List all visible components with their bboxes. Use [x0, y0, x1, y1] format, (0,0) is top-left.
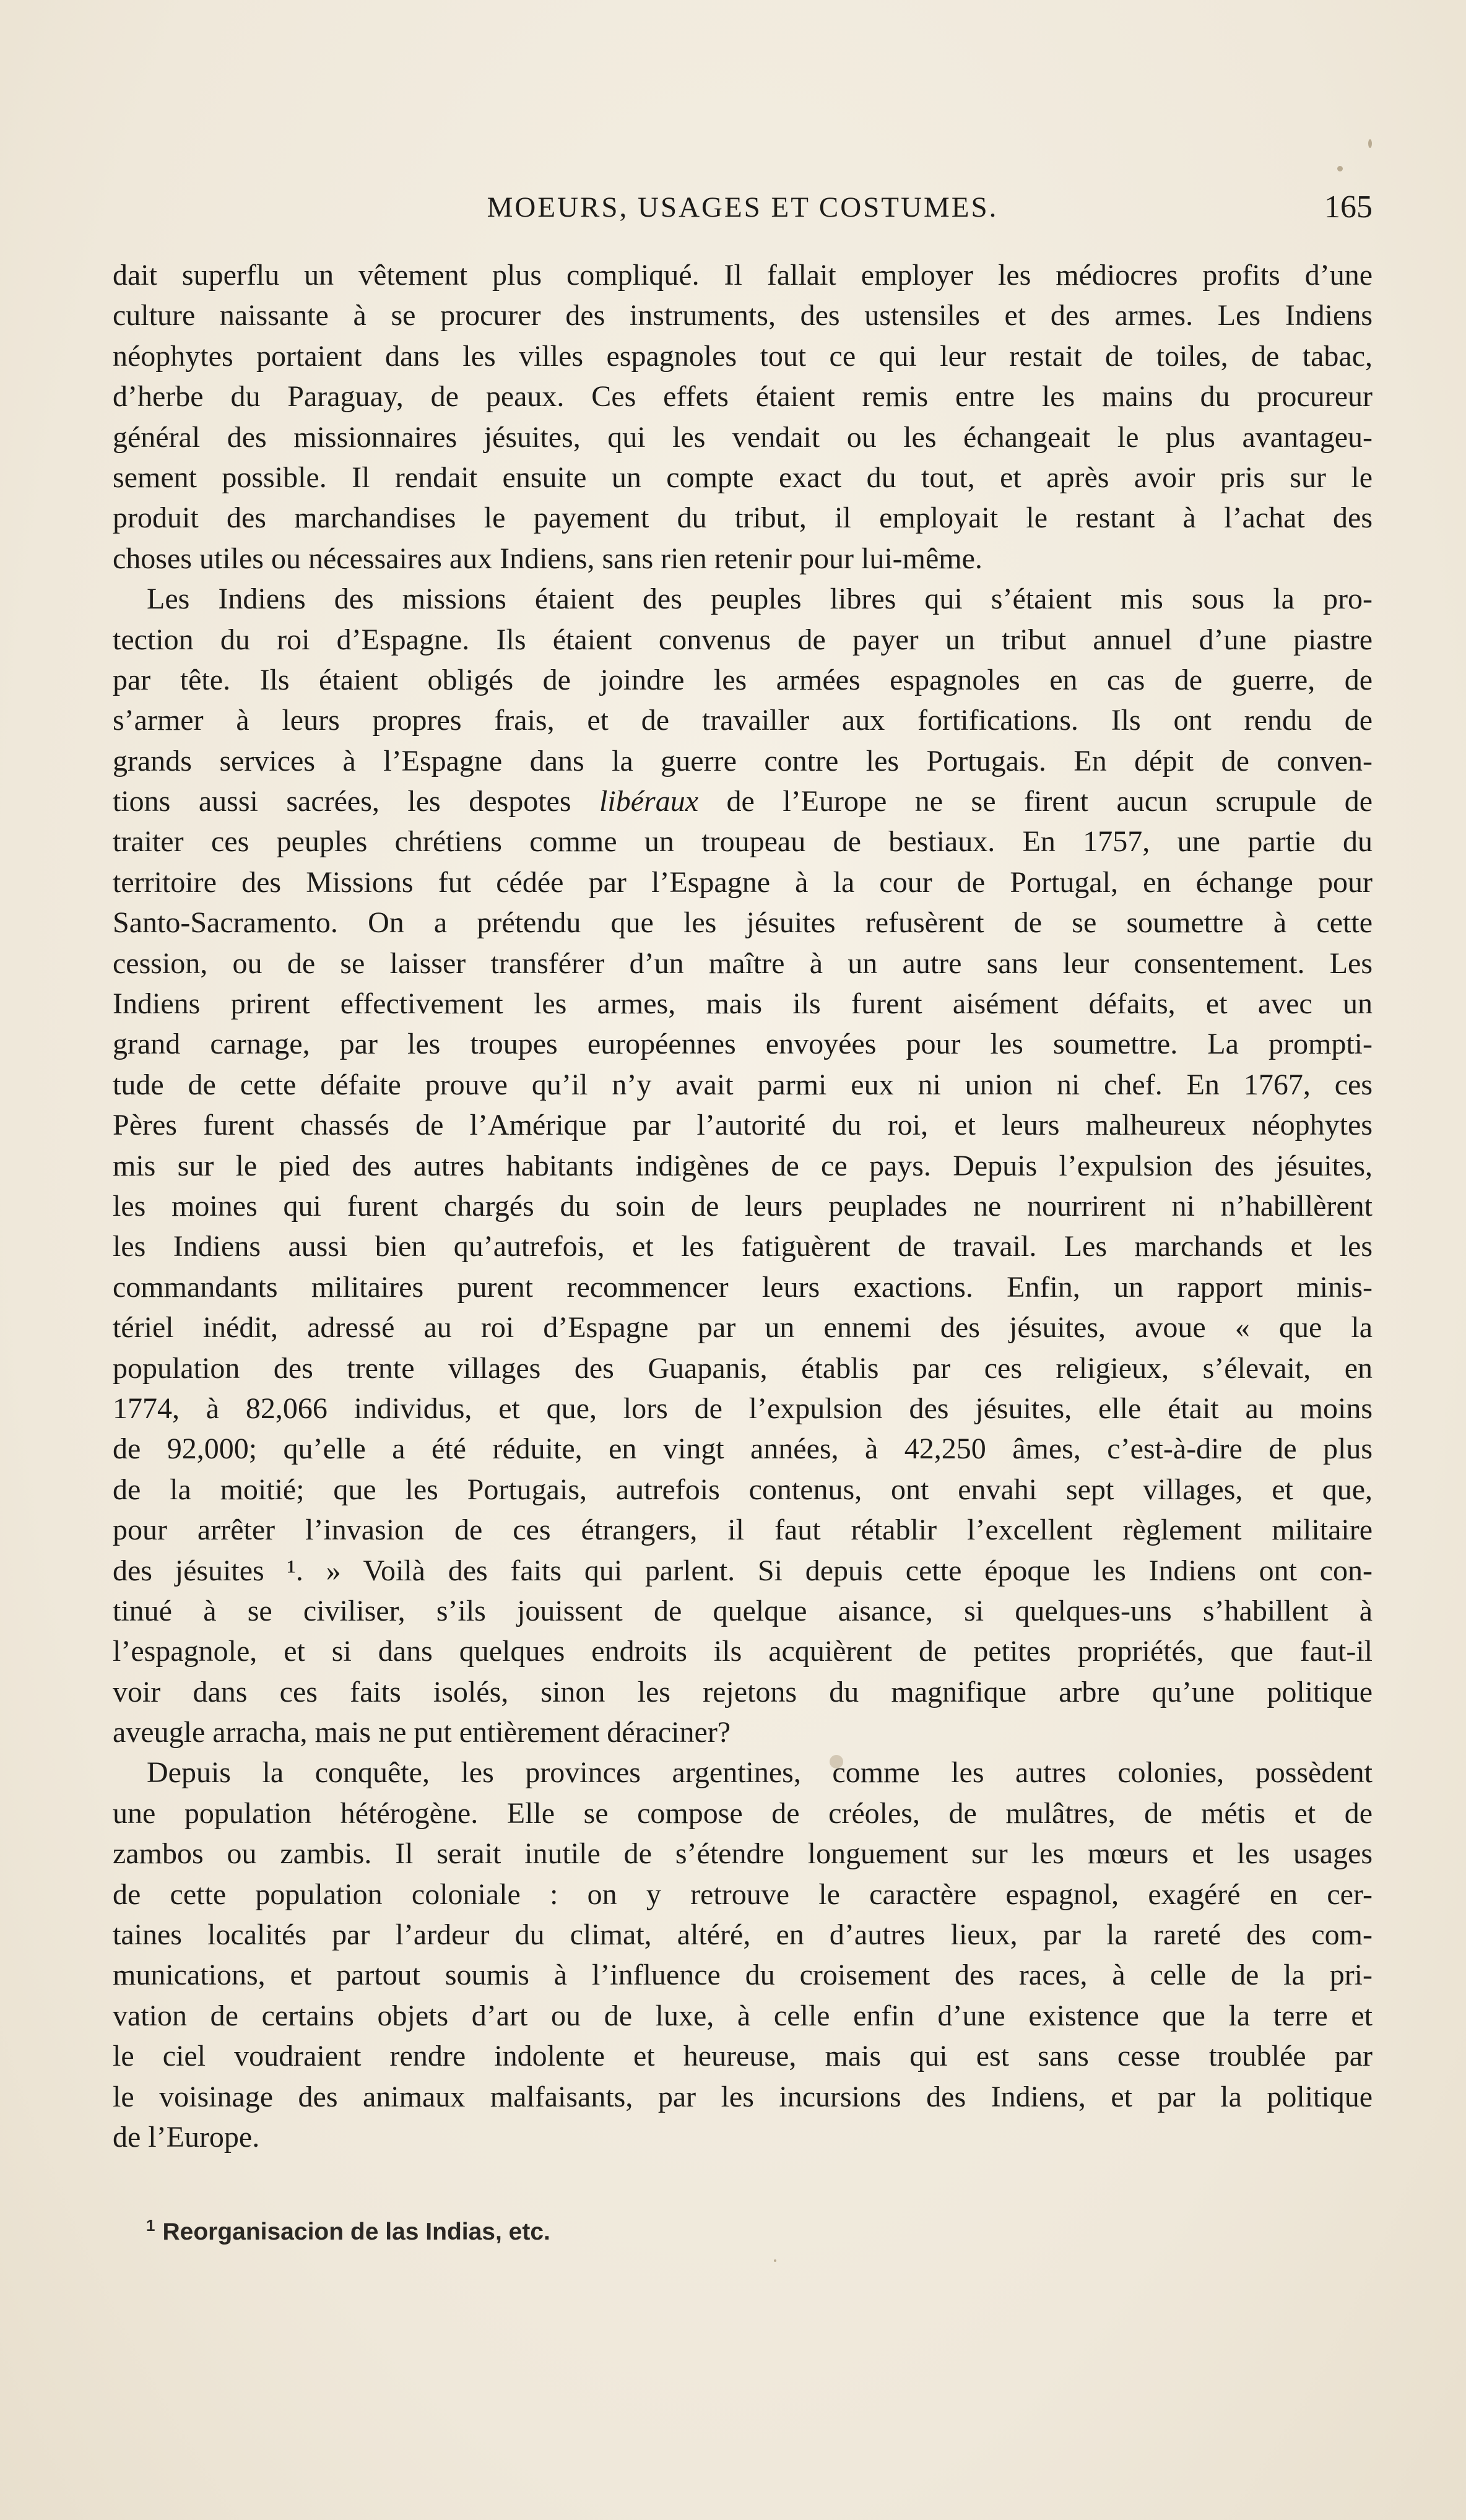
text-line: aveugle arracha, mais ne put entièrement déraciner?: [113, 1716, 731, 1749]
text-line: sement possible. Il rendait ensuite un compte exact du tout, et après avoir pris sur le: [113, 461, 1373, 494]
paper-speck: [774, 2259, 776, 2262]
text-line: territoire des Missions fut cédée par l’Espagne à la cour de Portugal, en échange pour: [113, 865, 1373, 899]
text-line: voir dans ces faits isolés, sinon les rejetons du magnifique arbre qu’une politique: [113, 1675, 1373, 1708]
running-head: [113, 186, 1373, 235]
text-line: population des trente villages des Guapanis, établis par ces religieux, s’élevait, en: [113, 1351, 1373, 1385]
text-line: tériel inédit, adressé au roi d’Espagne par un ennemi des jésuites, avoue « que la: [113, 1311, 1373, 1344]
paragraph-2: [113, 579, 1373, 1752]
text-line: Les Indiens des missions étaient des peuples libres qui s’étaient mis sous la pro-: [147, 582, 1373, 616]
paper-speck: [1337, 166, 1343, 171]
text-line: de la moitié; que les Portugais, autrefois contenus, ont envahi sept villages, et que,: [113, 1473, 1373, 1506]
text-line: le ciel voudraient rendre indolente et heureuse, mais qui est sans cesse troublée par: [113, 2040, 1373, 2073]
running-title: MOEURS, USAGES ET COSTUMES.: [487, 191, 999, 223]
text-line: Pères furent chassés de l’Amérique par l’autorité du roi, et leurs malheureux néophytes: [113, 1109, 1373, 1142]
text-line: tection du roi d’Espagne. Ils étaient convenus de payer un tribut annuel d’une piastre: [113, 623, 1373, 656]
text-line: le voisinage des animaux malfaisants, par les incursions des Indiens, et par la politique: [113, 2080, 1373, 2113]
text-line: tinué à se civiliser, s’ils jouissent de quelque aisance, si quelques-uns s’habillent à: [113, 1594, 1373, 1627]
text-line: Indiens prirent effectivement les armes, mais ils furent aisément défaits, et avec un: [113, 987, 1373, 1021]
text-line: traiter ces peuples chrétiens comme un troupeau de bestiaux. En 1757, une partie du: [113, 825, 1373, 859]
text-line: néophytes portaient dans les villes espagnoles tout ce qui leur restait de toiles, de tabac,: [113, 339, 1373, 373]
text-line: tions aussi sacrées, les despotes libéraux de l’Europe ne se firent aucun scrupule de: [113, 785, 1373, 818]
footnote-text: Reorganisacion de las Indias, etc.: [162, 2219, 550, 2245]
text-line: commandants militaires purent recommencer leurs exactions. Enfin, un rapport minis-: [113, 1270, 1373, 1304]
text-line: l’espagnole, et si dans quelques endroits ils acquièrent de petites propriétés, que faut-il: [113, 1635, 1373, 1668]
text-line: 1774, à 82,066 individus, et que, lors de l’expulsion des jésuites, elle était au moins: [113, 1392, 1373, 1425]
text-line: produit des marchandises le payement du tribut, il employait le restant à l’achat des: [113, 501, 1373, 535]
text-line: de l’Europe.: [113, 2120, 260, 2154]
footnote: [146, 2207, 1322, 2251]
text-line: grand carnage, par les troupes européennes envoyées pour les soumettre. La prompti-: [113, 1028, 1373, 1061]
text-line: une population hétérogène. Elle se compose de créoles, de mulâtres, de métis et de: [113, 1796, 1373, 1830]
paragraph-1: [113, 255, 1373, 579]
text-line: Depuis la conquête, les provinces argentines, comme les autres colonies, possèdent: [147, 1756, 1373, 1790]
paragraph-3: [113, 1752, 1373, 2157]
text-line: vation de certains objets d’art ou de luxe, à celle enfin d’une existence que la terre et: [113, 1999, 1373, 2032]
text-line: les Indiens aussi bien qu’autrefois, et les fatiguèrent de travail. Les marchands et les: [113, 1230, 1373, 1263]
italic-word: libéraux: [599, 785, 699, 818]
text-line: Santo-Sacramento. On a prétendu que les jésuites refusèrent de se soumettre à cette: [113, 906, 1373, 940]
text-line: cession, ou de se laisser transférer d’un maître à un autre sans leur consentement. Les: [113, 946, 1373, 980]
text-line: choses utiles ou nécessaires aux Indiens, sans rien retenir pour lui-même.: [113, 542, 982, 575]
text-line: munications, et partout soumis à l’influence du croisement des races, à celle de la pri-: [113, 1959, 1373, 1992]
text-line: général des missionnaires jésuites, qui les vendait ou les échangeait le plus avantageu-: [113, 420, 1373, 454]
text-line: pour arrêter l’invasion de ces étrangers, il faut rétablir l’excellent règlement militaire: [113, 1513, 1373, 1547]
text-line: taines localités par l’ardeur du climat, altéré, en d’autres lieux, par la rareté des com-: [113, 1918, 1373, 1952]
text-line: des jésuites ¹. » Voilà des faits qui parlent. Si depuis cette époque les Indiens ont con-: [113, 1554, 1373, 1587]
text-line: dait superflu un vêtement plus compliqué. Il fallait employer les médiocres profits d’une: [113, 259, 1373, 292]
footnote-mark: 1: [146, 2216, 155, 2235]
page-number: 165: [1324, 189, 1373, 225]
text-line: mis sur le pied des autres habitants indigènes de ce pays. Depuis l’expulsion des jésuites,: [113, 1149, 1373, 1182]
text-line: les moines qui furent chargés du soin de leurs peuplades ne nourrirent ni n’habillèrent: [113, 1189, 1373, 1223]
text-line: par tête. Ils étaient obligés de joindre les armées espagnoles en cas de guerre, de: [113, 663, 1373, 696]
text-line: culture naissante à se procurer des instruments, des ustensiles et des armes. Les Indiens: [113, 299, 1373, 332]
text-line: zambos ou zambis. Il serait inutile de s’étendre longuement sur les mœurs et les usages: [113, 1837, 1373, 1871]
text-line: grands services à l’Espagne dans la guerre contre les Portugais. En dépit de conven-: [113, 744, 1373, 777]
text-line: de 92,000; qu’elle a été réduite, en vingt années, à 42,250 âmes, c’est-à-dire de plus: [113, 1432, 1373, 1466]
body-text: [113, 255, 1373, 2157]
text-line: tude de cette défaite prouve qu’il n’y avait parmi eux ni union ni chef. En 1767, ces: [113, 1068, 1373, 1101]
text-line: de cette population coloniale : on y retrouve le caractère espagnol, exagéré en cer-: [113, 1877, 1373, 1911]
text-line: s’armer à leurs propres frais, et de travailler aux fortifications. Ils ont rendu de: [113, 704, 1373, 737]
text-line: d’herbe du Paraguay, de peaux. Ces effets étaient remis entre les mains du procureur: [113, 380, 1373, 414]
paper-speck: [1368, 139, 1372, 148]
